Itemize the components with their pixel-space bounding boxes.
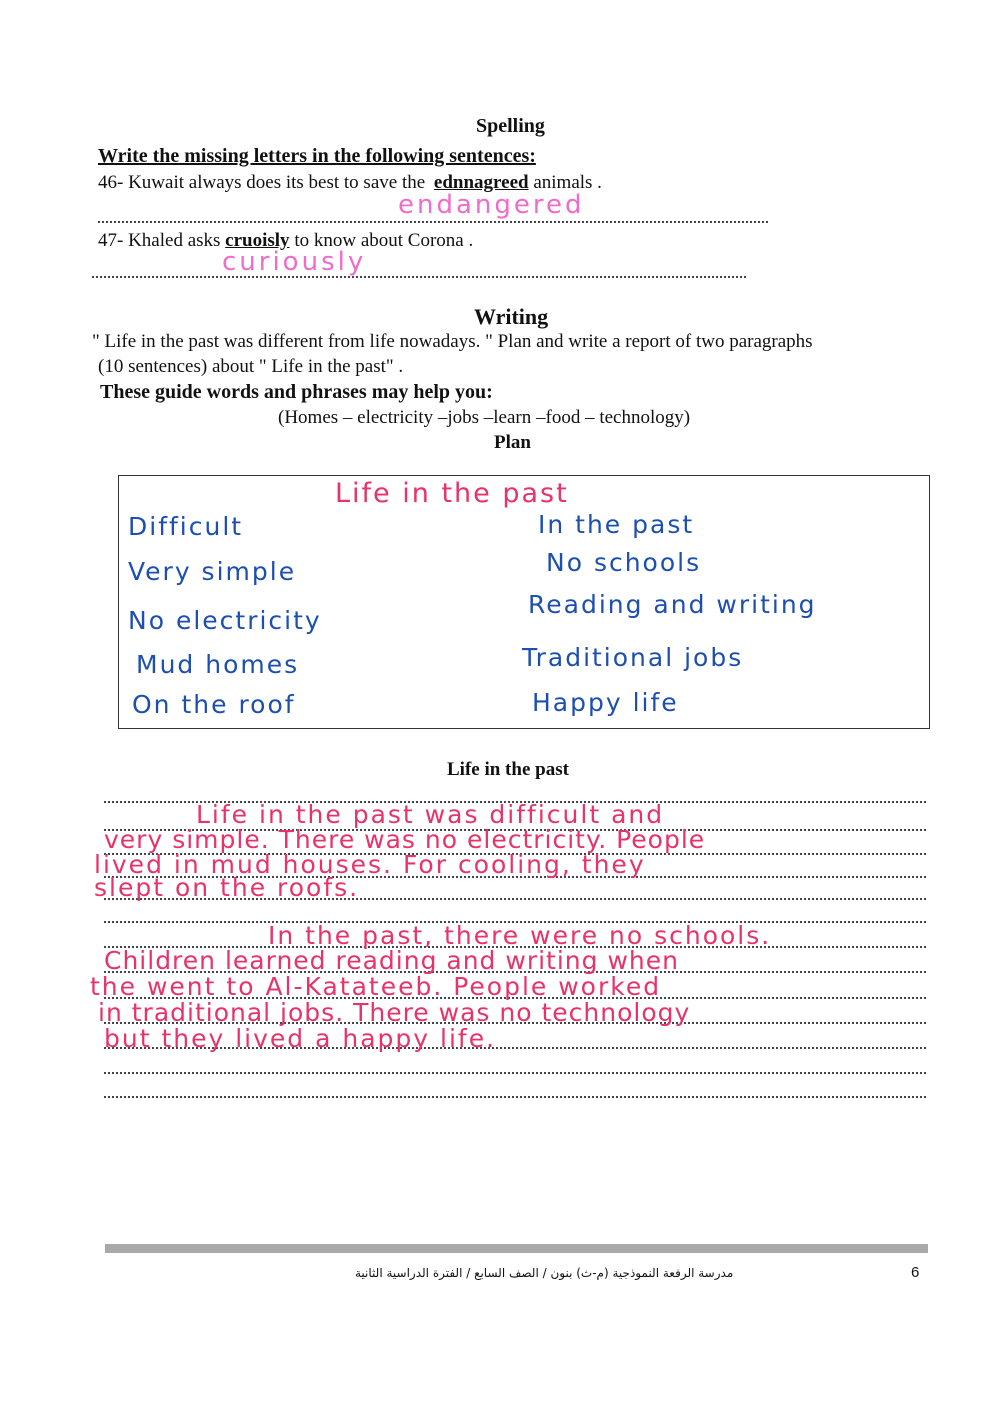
- plan-right-item: Reading and writing: [528, 590, 817, 619]
- q47-answer: curiously: [222, 247, 367, 277]
- footer-school-name: مدرسة الرفعة النموذجية (م-ث) بنون / الصف السابع / الفترة الدراسية الثانية: [355, 1266, 734, 1280]
- page-number: 6: [911, 1264, 920, 1281]
- writing-prompt-line2: (10 sentences) about " Life in the past" .: [98, 356, 404, 377]
- q46-prefix: 46- Kuwait always does its best to save the: [98, 172, 426, 193]
- report-line: very simple. There was no electricity. People: [104, 825, 706, 854]
- report-line: the went to Al-Katateeb. People worked: [90, 972, 662, 1001]
- guide-label: These guide words and phrases may help you:: [100, 381, 493, 403]
- plan-left-item: No electricity: [128, 606, 322, 635]
- report-line: Life in the past was difficult and: [196, 800, 665, 829]
- report-line: slept on the roofs.: [94, 873, 360, 902]
- spelling-instruction: Write the missing letters in the following sentences:: [98, 145, 536, 167]
- q47-scrambled-word: cruoisly: [225, 230, 290, 251]
- spelling-title: Spelling: [476, 115, 545, 137]
- guide-words: (Homes – electricity –jobs –learn –food – technology): [278, 407, 691, 428]
- plan-label: Plan: [494, 432, 531, 453]
- q46-answer-line: [98, 221, 768, 223]
- report-line: In the past, there were no schools.: [268, 921, 772, 950]
- plan-right-item: Happy life: [532, 688, 679, 717]
- plan-left-item: Difficult: [128, 512, 244, 541]
- report-line: but they lived a happy life.: [104, 1024, 497, 1053]
- plan-title: Life in the past: [335, 478, 569, 509]
- plan-left-item: Very simple: [128, 557, 297, 586]
- report-line: Children learned reading and writing when: [104, 946, 679, 975]
- report-line: in traditional jobs. There was no technology: [98, 998, 691, 1027]
- writing-title: Writing: [474, 304, 549, 329]
- writing-prompt-line1: " Life in the past was different from life nowadays. " Plan and write a report of two paragraphs: [92, 331, 813, 352]
- plan-right-item: Traditional jobs: [522, 643, 744, 672]
- q46-suffix: animals .: [533, 172, 602, 193]
- writing-line: [104, 1096, 926, 1098]
- q46-scrambled-word: ednnagreed: [433, 172, 529, 193]
- plan-left-item: Mud homes: [136, 650, 300, 679]
- footer-bar: [105, 1244, 928, 1253]
- q47-prefix: 47- Khaled asks: [98, 230, 221, 251]
- plan-right-item: In the past: [538, 510, 695, 539]
- writing-line: [104, 1072, 926, 1074]
- q47-suffix: to know about Corona .: [294, 230, 474, 251]
- plan-left-item: On the roof: [132, 690, 296, 719]
- q46-answer: endangered: [398, 190, 585, 220]
- report-line: lived in mud houses. For cooling, they: [94, 850, 646, 879]
- q47-answer-line: [92, 276, 746, 278]
- report-title: Life in the past: [447, 759, 569, 780]
- plan-right-item: No schools: [546, 548, 702, 577]
